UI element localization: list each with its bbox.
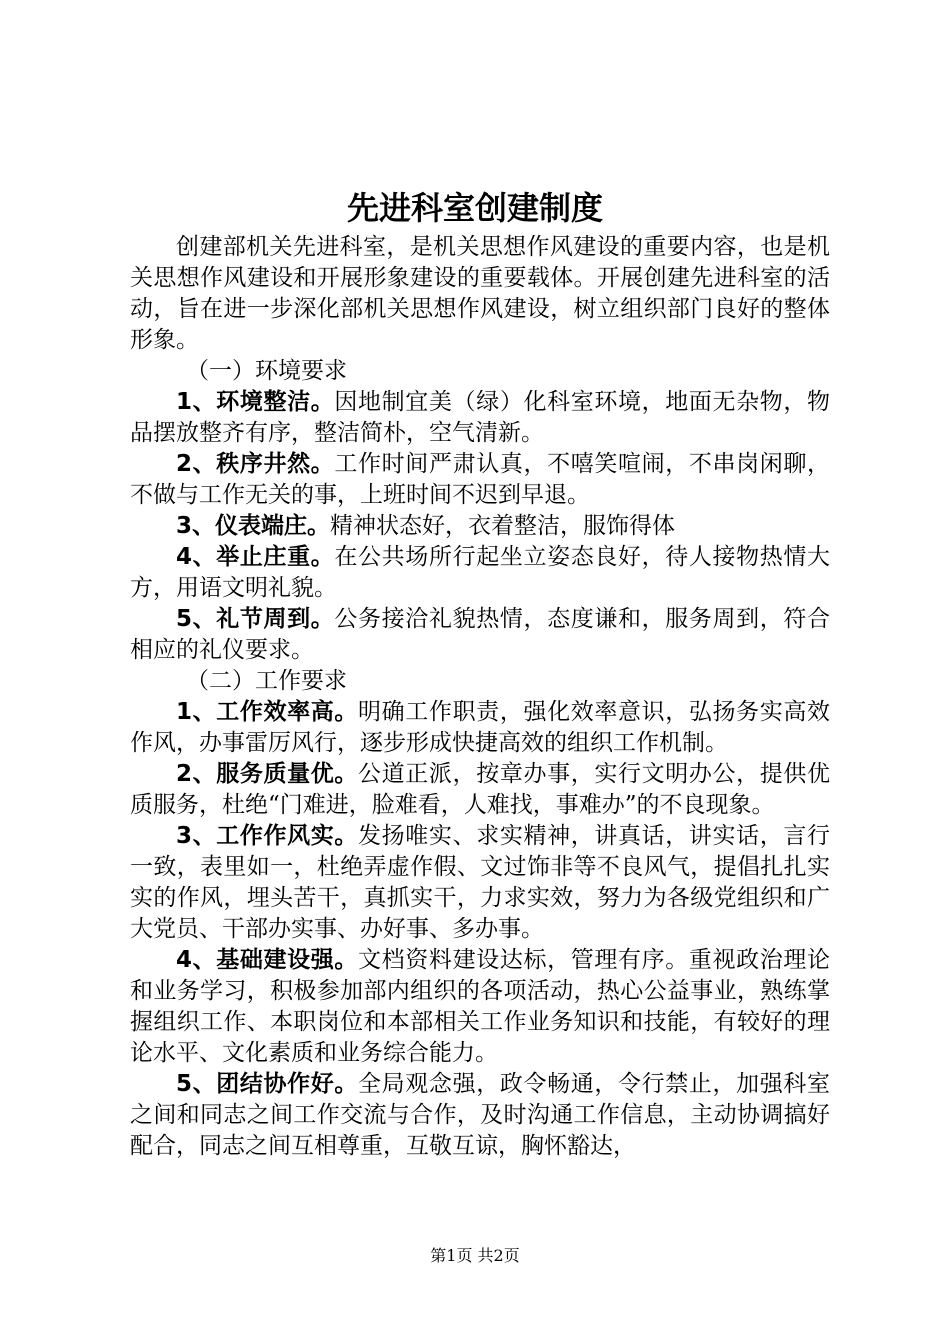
- list-item: [130, 1069, 830, 1162]
- item-lead: 4、举止庄重。: [176, 544, 335, 570]
- page-footer: 第1页 共2页: [430, 1246, 520, 1265]
- item-lead: 1、环境整洁。: [176, 389, 335, 415]
- list-item: [130, 945, 830, 1069]
- item-text: 全局观念强，政令畅通，令行禁止，加强科室之间和同志之间工作交流与合作，及时沟通工作信息，主动协调搞好配合，同志之间互相尊重，互敬互谅，胸怀豁达，: [130, 1071, 830, 1159]
- intro-paragraph: 创建部机关先进科室，是机关思想作风建设的重要内容，也是机关思想作风建设和开展形象建设的重要载体。开展创建先进科室的活动，旨在进一步深化部机关思想作风建设，树立组织部门良好的整体形象。: [130, 234, 830, 353]
- item-text: 工作时间严肃认真，不嘻笑喧闹，不串岗闲聊，不做与工作无关的事，上班时间不迟到早退。: [130, 451, 831, 508]
- item-lead: 5、团结协作好。: [176, 1071, 359, 1097]
- item-text: 精神状态好，衣着整洁，服饰得体: [330, 513, 676, 539]
- list-item: [130, 449, 830, 511]
- list-item: [130, 511, 830, 542]
- item-lead: 4、基础建设强。: [176, 947, 359, 973]
- item-text: 明确工作职责，强化效率意识，弘扬务实高效作风，办事雷厉风行，逐步形成快捷高效的组织工作机制。: [130, 699, 830, 756]
- section-heading-environment: （一）环境要求: [186, 358, 347, 384]
- list-item: [130, 697, 830, 759]
- document-body: [130, 232, 830, 1162]
- item-lead: 2、服务质量优。: [176, 761, 359, 787]
- list-item: [130, 821, 830, 945]
- list-item: [130, 604, 830, 666]
- list-item: [130, 542, 830, 604]
- item-text: 发扬唯实、求实精神，讲真话，讲实话，言行一致，表里如一，杜绝弄虚作假、文过饰非等不良风气，提倡扎扎实实的作风，埋头苦干，真抓实干，力求实效，努力为各级党组织和广大党员、干部办实事、办好事、多办事。: [130, 823, 830, 942]
- section-heading-work: （二）工作要求: [186, 668, 347, 694]
- list-item: [130, 387, 830, 449]
- item-lead: 3、仪表端庄。: [176, 513, 331, 539]
- item-lead: 3、工作作风实。: [176, 823, 359, 849]
- item-lead: 1、工作效率高。: [176, 699, 359, 725]
- list-item: [130, 759, 830, 821]
- item-text: 公道正派，按章办事，实行文明办公，提供优质服务，杜绝“门难进，脸难看，人难找，事难办”的不良现象。: [130, 761, 830, 818]
- item-lead: 5、礼节周到。: [176, 606, 335, 632]
- item-text: 公务接洽礼貌热情，态度谦和，服务周到，符合相应的礼仪要求。: [130, 606, 831, 663]
- item-lead: 2、秩序井然。: [176, 451, 335, 477]
- page-title: 先进科室创建制度: [346, 189, 603, 227]
- item-text: 因地制宜美（绿）化科室环境，地面无杂物，物品摆放整齐有序，整洁简朴，空气清新。: [130, 389, 831, 446]
- item-text: 在公共场所行起坐立姿态良好，待人接物热情大方，用语文明礼貌。: [130, 544, 831, 601]
- item-text: 文档资料建设达标，管理有序。重视政治理论和业务学习，积极参加部内组织的各项活动，热心公益事业，熟练掌握组织工作、本职岗位和本部相关工作业务知识和技能，有较好的理论水平、文化素质和业务综合能力。: [130, 947, 830, 1066]
